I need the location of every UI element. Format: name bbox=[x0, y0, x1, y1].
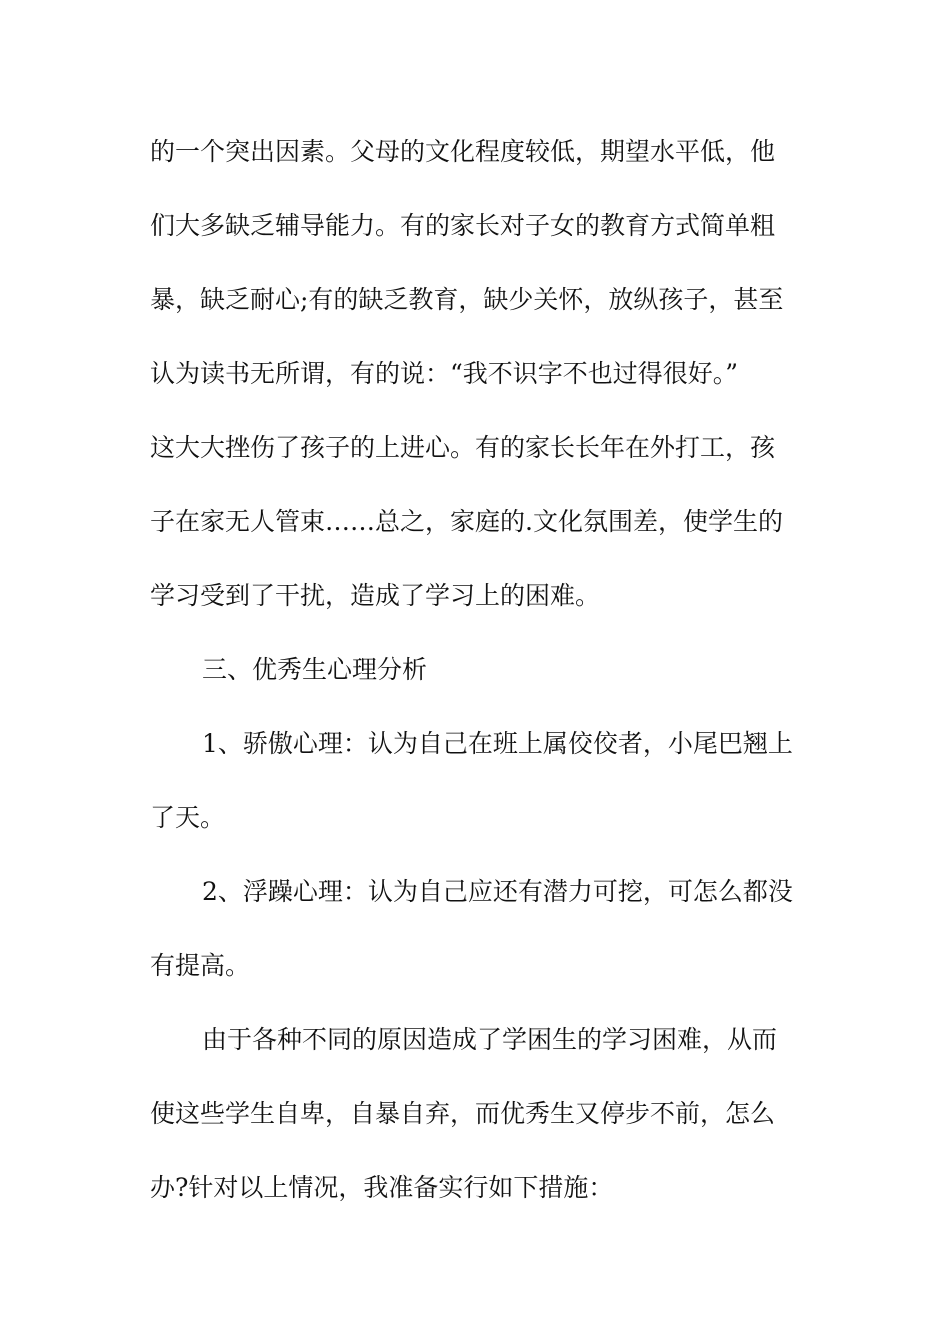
text-line: 有提高。 bbox=[150, 951, 251, 980]
text-line: 这大大挫伤了孩子的上进心。有的家长长年在外打工，孩 bbox=[150, 433, 776, 462]
section-heading: 三、优秀生心理分析 bbox=[202, 655, 428, 684]
text-line: 了天。 bbox=[150, 803, 226, 832]
text-line: 1、骄傲心理：认为自己在班上属佼佼者，小尾巴翘上 bbox=[202, 729, 793, 758]
text-line: 子在家无人管束……总之，家庭的.文化氛围差，使学生的 bbox=[150, 507, 783, 536]
text-line: 使这些学生自卑，自暴自弃，而优秀生又停步不前，怎么 bbox=[150, 1099, 776, 1128]
text-line: 暴，缺乏耐心;有的缺乏教育，缺少关怀，放纵孩子，甚至 bbox=[150, 285, 784, 314]
text-line: 们大多缺乏辅导能力。有的家长对子女的教育方式简单粗 bbox=[150, 211, 776, 240]
text-line: 的一个突出因素。父母的文化程度较低，期望水平低，他 bbox=[150, 137, 776, 166]
text-line: 认为读书无所谓，有的说：“我不识字不也过得很好。” bbox=[150, 359, 739, 388]
text-line: 2、浮躁心理：认为自己应还有潜力可挖，可怎么都没 bbox=[202, 877, 793, 906]
text-line: 办?针对以上情况，我准备实行如下措施： bbox=[150, 1173, 614, 1202]
text-line: 学习受到了干扰，造成了学习上的困难。 bbox=[150, 581, 601, 610]
text-line: 由于各种不同的原因造成了学困生的学习困难，从而 bbox=[202, 1025, 778, 1054]
